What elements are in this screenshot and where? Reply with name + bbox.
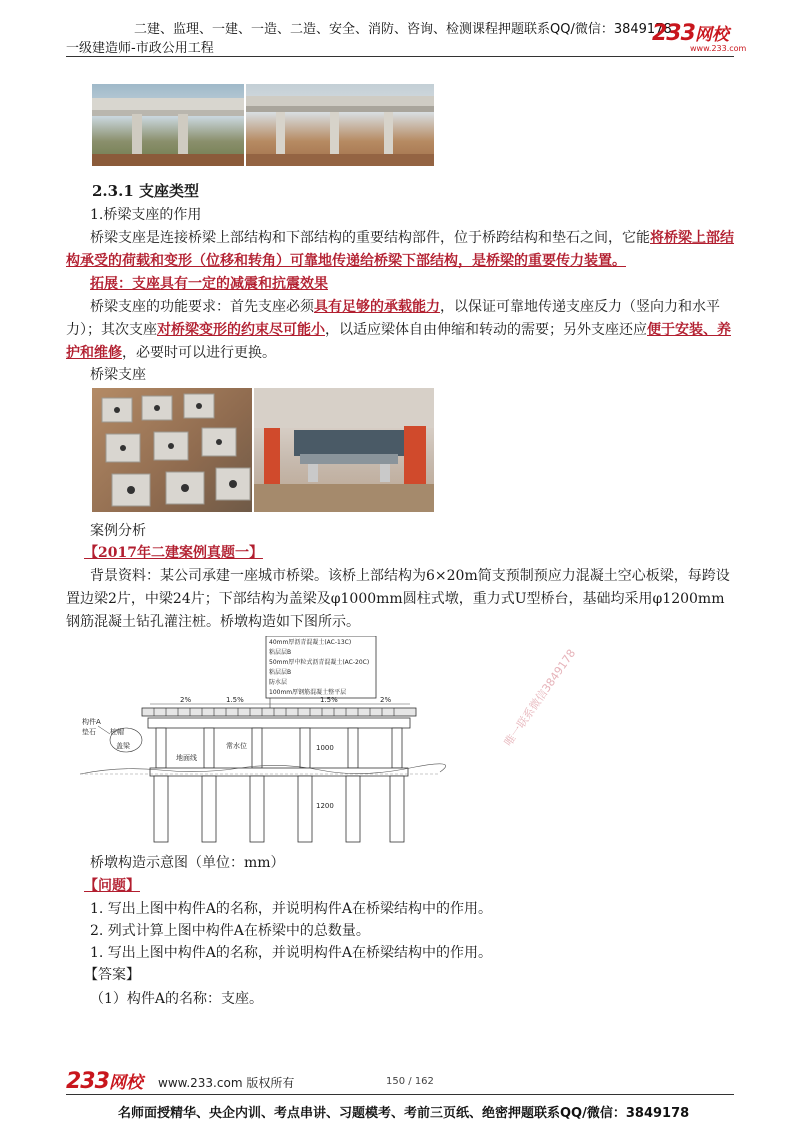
case-tag: 【2017年二建案例真题一】 bbox=[84, 545, 263, 561]
header-logo-cn: 网校 bbox=[694, 25, 729, 45]
header-course-line: 二建、监理、一建、一造、二造、安全、消防、咨询、检测课程押题联系QQ/微信：3849178 bbox=[134, 22, 672, 37]
answer-tag: 【答案】 bbox=[84, 967, 140, 983]
para2-highlight-d: 对桥梁变形的约束尽可能小 bbox=[157, 322, 325, 338]
header-rule bbox=[66, 56, 734, 57]
para2-text-a: 桥梁支座的功能要求：首先支座必须 bbox=[90, 299, 314, 315]
para2-text-c: ，以保证可靠地传递支座反力（竖向力和水平力）；其次支座 bbox=[66, 299, 720, 338]
section-title: 2.3.1 支座类型 bbox=[92, 182, 199, 200]
layer-0: 40mm厚沥青混凝土(AC-13C) bbox=[269, 639, 352, 646]
bridge-photo-1 bbox=[92, 84, 244, 166]
para-bearing-requirements bbox=[66, 296, 734, 365]
layer-5: 100mm厚钢筋混凝土整平层 bbox=[269, 689, 347, 696]
layer-4: 防水层 bbox=[269, 679, 288, 686]
label-cap: 盖梁 bbox=[116, 742, 130, 750]
bridge-photo-2 bbox=[246, 84, 434, 166]
slope-right: 2% bbox=[380, 696, 392, 704]
label-ground: 地面线 bbox=[176, 754, 197, 762]
footer-logo bbox=[66, 1068, 143, 1094]
header-logo-num: 233 bbox=[652, 21, 695, 46]
dim-1200: 1200 bbox=[316, 802, 334, 810]
slope-left: 2% bbox=[180, 696, 192, 704]
para-bearing-definition bbox=[66, 227, 734, 273]
header-logo-url: www.233.com bbox=[690, 44, 747, 53]
label-water: 常水位 bbox=[226, 742, 247, 750]
footer-copyright: www.233.com 版权所有 bbox=[158, 1076, 295, 1090]
case-background: 背景资料：某公司承建一座城市桥梁。该桥上部结构为6×20m简支预制预应力混凝土空心板梁，每跨设置边梁2片，中梁24片；下部结构为盖梁及φ1000mm圆柱式墩，重力式U型桥台，基础均采用φ1200mm钢筋混凝土钻孔灌注桩。桥墩构造如下图所示。 bbox=[66, 568, 730, 630]
question-3: 1. 写出上图中构件A的名称，并说明构件A在桥梁结构中的作用。 bbox=[90, 945, 493, 961]
dim-1000: 1000 bbox=[316, 744, 334, 752]
pier-diagram bbox=[80, 636, 560, 846]
case-heading: 案例分析 bbox=[90, 523, 146, 539]
bearing-label: 桥梁支座 bbox=[90, 367, 146, 383]
para1-highlight: 将桥梁上部结构承受的荷载和变形（位移和转角）可靠地传递给桥梁下部结构，是桥梁的重要传力装置。 bbox=[66, 230, 734, 269]
label-beam: 桩帽 bbox=[110, 728, 124, 736]
footer-logo-cn: 网校 bbox=[108, 1073, 143, 1093]
footer-promo: 名师面授精华、央企内训、考点串讲、习题模考、考前三页纸、绝密押题联系QQ/微信：3849178 bbox=[118, 1106, 690, 1121]
bearing-photo-1 bbox=[92, 388, 252, 512]
footer-page-number: 150 / 162 bbox=[386, 1076, 434, 1087]
para2-text-e: ，以适应梁体自由伸缩和转动的需要；另外支座还应 bbox=[325, 322, 647, 338]
layer-3: 粘层层B bbox=[269, 669, 292, 676]
layer-2: 50mm厚中粒式沥青混凝土(AC-20C) bbox=[269, 659, 370, 666]
diagram-caption: 桥墩构造示意图（单位：mm） bbox=[90, 855, 285, 871]
slope-mid1: 1.5% bbox=[226, 696, 244, 704]
question-2: 2. 列式计算上图中构件A在桥梁中的总数量。 bbox=[90, 923, 370, 939]
header-logo bbox=[652, 20, 729, 46]
layer-1: 粘层层B bbox=[269, 649, 292, 656]
label-pad: 垫石 bbox=[82, 728, 96, 736]
answer-1: （1）构件A的名称：支座。 bbox=[90, 991, 264, 1007]
bearing-photo-2 bbox=[254, 388, 434, 512]
para2-highlight-f: 便于安装、养护和维修 bbox=[66, 322, 731, 361]
section-sub1: 1.桥梁支座的作用 bbox=[90, 207, 202, 223]
question-1: 1. 写出上图中构件A的名称，并说明构件A在桥梁结构中的作用。 bbox=[90, 901, 493, 917]
question-tag: 【问题】 bbox=[84, 878, 140, 894]
diagram-watermark: 唯一联系微信3849178 bbox=[501, 646, 579, 749]
label-component-a: 构件A bbox=[82, 718, 101, 726]
para2-text-g: ，必要时可以进行更换。 bbox=[122, 345, 276, 361]
slope-mid2: 1.5% bbox=[320, 696, 338, 704]
footer-logo-num: 233 bbox=[66, 1069, 109, 1094]
extension-note: 拓展：支座具有一定的减震和抗震效果 bbox=[90, 276, 328, 292]
footer-rule bbox=[66, 1094, 734, 1095]
para2-highlight-b: 具有足够的承载能力 bbox=[314, 299, 440, 315]
header-subject: 一级建造师-市政公用工程 bbox=[66, 41, 214, 56]
para1-text: 桥梁支座是连接桥梁上部结构和下部结构的重要结构部件，位于桥跨结构和垫石之间，它能 bbox=[90, 230, 650, 246]
